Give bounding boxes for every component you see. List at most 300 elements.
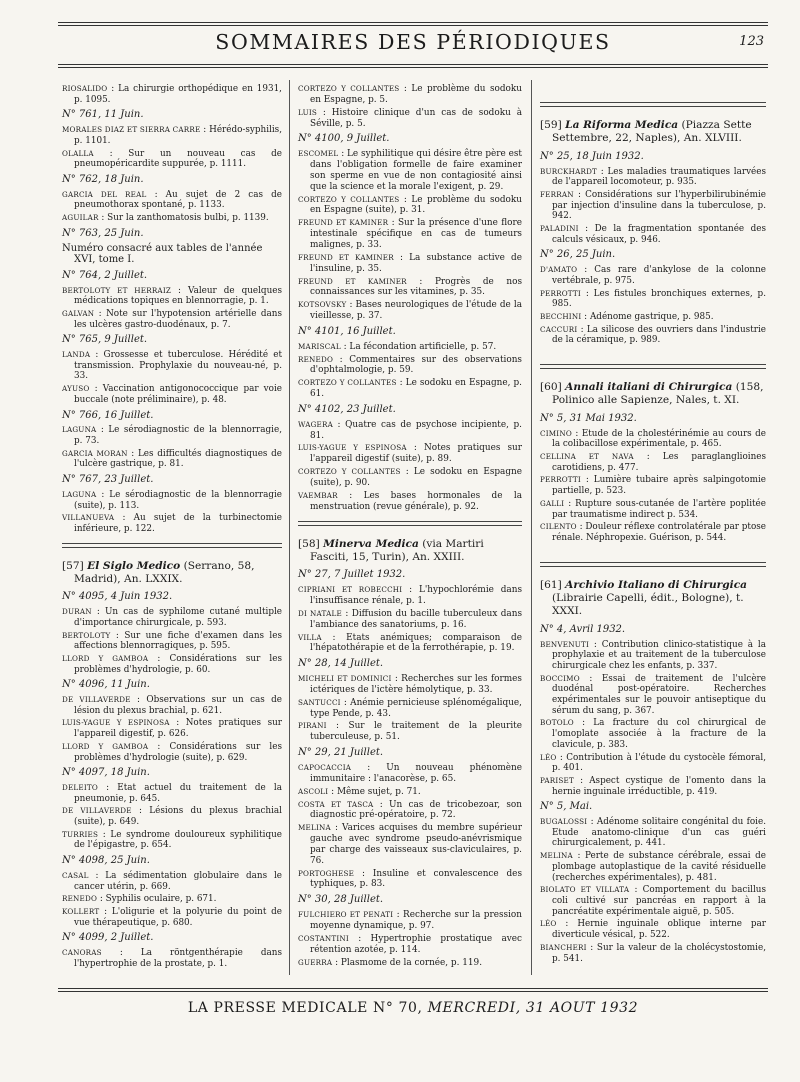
bibliographic-entry bbox=[62, 871, 282, 892]
entry-title: : Rupture sous-cutanée de l'artère poplitée par traumatisme indirect p. 534. bbox=[552, 498, 766, 520]
journal-heading bbox=[62, 560, 282, 587]
bibliographic-entry bbox=[62, 948, 282, 969]
bibliographic-entry bbox=[298, 869, 522, 891]
entry-title: : Note sur l'hypotension artérielle dans les ulcères gastro-duodénaux, p. 7. bbox=[74, 308, 282, 330]
bibliographic-entry bbox=[298, 934, 522, 956]
entry-title: : Observations sur un cas de lésion du plexus brachial, p. 621. bbox=[74, 695, 282, 716]
bibliographic-entry bbox=[540, 817, 766, 849]
entry-title: : Considérations sur les problèmes d'hydrologie (suite), p. 629. bbox=[74, 741, 282, 763]
entry-group bbox=[62, 783, 282, 851]
issue-heading: N° 4101, 16 Juillet. bbox=[298, 325, 396, 337]
bibliographic-entry bbox=[298, 443, 522, 465]
entry-title: : Valeur de quelques médications topiques en blennorragie, p. 1. bbox=[74, 285, 282, 307]
bibliographic-entry bbox=[62, 213, 282, 224]
bibliographic-entry bbox=[298, 491, 522, 513]
entry-author: FERRAN bbox=[540, 189, 574, 199]
entry-title: : Lumière tubaire après salpingotomie partielle, p. 523. bbox=[552, 475, 766, 497]
entry-title: : Notes pratiques sur l'appareil digestif, p. 626. bbox=[74, 718, 282, 740]
entry-title: : Varices acquises du membre supérieur gauche avec syndrome pseudo-anévrismique par charge des vaisseaux sus-claviculaires, p. 76. bbox=[310, 823, 522, 866]
bibliographic-entry bbox=[298, 149, 522, 192]
issue-note: Numéro consacré aux tables de l'année XVI, tome I. bbox=[62, 243, 263, 266]
section-rule bbox=[62, 543, 282, 544]
section-rule bbox=[540, 102, 766, 103]
entry-group bbox=[62, 948, 282, 969]
entry-author: CANORAS bbox=[62, 948, 102, 958]
journal-name: Minerva Medica bbox=[323, 537, 419, 550]
entry-author: COSTA ET TASCA bbox=[298, 799, 374, 809]
entry-title: : Même sujet, p. 71. bbox=[328, 786, 421, 797]
bibliographic-entry bbox=[298, 763, 522, 785]
bibliographic-entry bbox=[298, 253, 522, 275]
entry-group bbox=[62, 871, 282, 929]
entry-group bbox=[540, 817, 766, 964]
section-rule bbox=[540, 566, 766, 567]
bibliographic-entry bbox=[298, 674, 522, 696]
entry-author: CIPRIANI ET ROBECCHI bbox=[298, 585, 403, 595]
bibliographic-entry bbox=[298, 633, 522, 655]
entry-title: : Hernie inguinale oblique interne par diverticule vésical, p. 522. bbox=[552, 919, 766, 941]
bibliographic-entry bbox=[62, 907, 282, 928]
entry-title: : Essai de traitement de l'ulcère duodénal post-opératoire. Recherches expérimentales sur le pouvoir antiseptique du sérum du sang, p. 367. bbox=[552, 673, 766, 716]
bibliographic-entry bbox=[62, 783, 282, 804]
section-rule bbox=[540, 368, 766, 369]
bibliographic-entry bbox=[540, 429, 766, 450]
entry-author: BOCCIMO bbox=[540, 673, 580, 683]
footer-weekday: MERCREDI, bbox=[427, 1000, 521, 1016]
bibliographic-entry bbox=[298, 823, 522, 866]
bibliographic-entry bbox=[540, 190, 766, 222]
bibliographic-entry bbox=[540, 224, 766, 245]
entry-author: LAGUNA bbox=[62, 489, 97, 499]
issue-heading: N° 4100, 9 Juillet. bbox=[298, 133, 390, 145]
entry-group bbox=[298, 149, 522, 322]
issue-heading: N° 762, 18 Juin. bbox=[62, 173, 144, 185]
entry-author: BERTOLOTY bbox=[62, 630, 111, 640]
entry-title: : Contribution clinico-statistique à la prophylaxie et au traitement de la tuberculose chirurgicale chez les enfants, p. 337. bbox=[552, 639, 766, 671]
bibliographic-entry bbox=[62, 309, 282, 330]
entry-title: : Comportement du bacillus coli cultivé sur pancréas en rapport à la pancréatite expérimentale aiguë, p. 505. bbox=[552, 885, 766, 917]
entry-author: PORTOGHESE bbox=[298, 868, 355, 878]
bibliographic-entry bbox=[298, 721, 522, 743]
journal-heading bbox=[540, 119, 766, 146]
issue-heading: N° 765, 9 Juillet. bbox=[62, 334, 148, 346]
journal-number: [60] bbox=[540, 381, 562, 394]
bibliographic-entry bbox=[62, 830, 282, 851]
entry-group bbox=[298, 420, 522, 513]
entry-title: : Un cas de tricobezoar, son diagnostic pré-opératoire, p. 72. bbox=[310, 799, 522, 821]
entry-title: : Commentaires sur des observations d'ophtalmologie, p. 59. bbox=[310, 354, 522, 376]
bibliographic-entry bbox=[298, 787, 522, 798]
entry-author: GALVAN bbox=[62, 308, 95, 318]
entry-author: MICHELI ET DOMINICI bbox=[298, 674, 392, 684]
journal-info: (Serrano, 58, Madrid), An. LXXIX. bbox=[74, 559, 255, 586]
issue-heading: N° 28, 14 Juillet. bbox=[298, 658, 384, 670]
entry-group bbox=[62, 84, 282, 105]
entry-author: RENEDO bbox=[298, 354, 334, 364]
bibliographic-entry bbox=[298, 84, 522, 106]
entry-title: : Au sujet de la turbinectomie inférieure, p. 122. bbox=[74, 513, 282, 534]
entry-title: : Perte de substance cérébrale, essai de plombage autoplastique de la cavité résiduelle (recherches expérimentales), p. 481. bbox=[552, 851, 766, 883]
entry-title: : Syphilis oculaire, p. 671. bbox=[97, 894, 217, 905]
issue-heading: N° 4, Avril 1932. bbox=[540, 623, 626, 635]
entry-author: LLORD Y GAMBOA bbox=[62, 653, 149, 663]
bibliographic-entry bbox=[298, 218, 522, 251]
column-1 bbox=[62, 84, 282, 972]
entry-title: : Un cas de syphilome cutané multiple d'importance chirurgicale, p. 593. bbox=[74, 607, 282, 628]
entry-group bbox=[298, 84, 522, 129]
entry-author: GUERRA bbox=[298, 957, 333, 967]
bibliographic-entry bbox=[540, 452, 766, 473]
entry-author: KOLLERT bbox=[62, 907, 100, 916]
entry-title: : Contribution à l'étude du cystocèle fémoral, p. 401. bbox=[552, 752, 766, 774]
issue-heading: N° 25, 18 Juin 1932. bbox=[540, 150, 644, 162]
entry-title: : La chirurgie orthopédique en 1931, p. 1095. bbox=[74, 84, 282, 105]
footer-date: 31 AOUT 1932 bbox=[525, 1000, 639, 1016]
entry-author: CORTEZO Y COLLANTES bbox=[298, 194, 400, 204]
entry-title: : Considérations sur l'hyperbilirubinémie par injection d'insuline dans la tuberculose, p. 942. bbox=[552, 189, 766, 222]
issue-heading: N° 4097, 18 Juin. bbox=[62, 767, 150, 779]
entry-author: CIMINO bbox=[540, 428, 572, 438]
column-3 bbox=[540, 84, 766, 966]
journal-number: [58] bbox=[298, 537, 320, 550]
bibliographic-entry bbox=[62, 125, 282, 146]
entry-group bbox=[298, 674, 522, 743]
column-2 bbox=[298, 84, 522, 970]
entry-group bbox=[540, 640, 766, 798]
entry-author: GALLI bbox=[540, 498, 565, 508]
entry-title: : Progrès de nos connaissances sur les vitamines, p. 35. bbox=[310, 276, 522, 298]
bibliographic-entry bbox=[540, 167, 766, 188]
entry-author: PIRANI bbox=[298, 721, 327, 731]
footer-rule-2 bbox=[58, 991, 768, 992]
section-rule bbox=[540, 562, 766, 563]
entry-author: LÉO bbox=[540, 919, 557, 929]
entry-author: VAEMBAR bbox=[298, 490, 338, 500]
entry-author: TURRIES bbox=[62, 829, 99, 839]
journal-heading bbox=[298, 538, 522, 565]
entry-title: : Diffusion du bacille tuberculeux dans l'ambiance des sanatoriums, p. 16. bbox=[310, 608, 522, 630]
entry-author: DE VILLAVERDE bbox=[62, 806, 132, 816]
journal-info: (Librairie Capelli, édit., Bologne), t. XXXI. bbox=[552, 592, 744, 618]
footer-issue: N° 70, bbox=[372, 1000, 423, 1016]
bibliographic-entry bbox=[62, 695, 282, 716]
entry-title: : La röntgenthérapie dans l'hypertrophie de la prostate, p. 1. bbox=[74, 948, 282, 969]
bibliographic-entry bbox=[62, 384, 282, 405]
bibliographic-entry bbox=[298, 195, 522, 217]
issue-heading: N° 4098, 25 Juin. bbox=[62, 855, 150, 867]
entry-author: BURCKHARDT bbox=[540, 166, 598, 176]
bibliographic-entry bbox=[540, 851, 766, 883]
entry-author: PERROTTI bbox=[540, 475, 581, 485]
entry-title: : Etat actuel du traitement de la pneumonie, p. 645. bbox=[74, 782, 282, 804]
entry-author: LUIS bbox=[298, 107, 317, 117]
bibliographic-entry bbox=[540, 943, 766, 964]
entry-group bbox=[62, 490, 282, 535]
bibliographic-entry bbox=[540, 718, 766, 750]
bibliographic-entry bbox=[540, 753, 766, 774]
entry-title: : Sur le traitement de la pleurite tuberculeuse, p. 51. bbox=[310, 721, 522, 743]
journal-number: [59] bbox=[540, 119, 562, 131]
entry-title: : Le syndrome douloureux syphilitique de l'épigastre, p. 654. bbox=[74, 829, 282, 851]
entry-author: LAGUNA bbox=[62, 425, 97, 435]
bibliographic-entry bbox=[298, 300, 522, 322]
journal-name: El Siglo Medico bbox=[87, 559, 181, 572]
entry-author: CASAL bbox=[62, 870, 89, 880]
issue-heading: N° 766, 16 Juillet. bbox=[62, 409, 154, 421]
bibliographic-entry bbox=[298, 420, 522, 442]
bibliographic-entry bbox=[62, 350, 282, 382]
bibliographic-entry bbox=[62, 894, 282, 905]
entry-group bbox=[298, 585, 522, 654]
column-divider-1 bbox=[289, 80, 290, 975]
entry-title: : De la fragmentation spontanée des calculs vésicaux, p. 946. bbox=[552, 224, 766, 245]
entry-author: COSTANTINI bbox=[298, 933, 349, 943]
entry-title: : Le syphilitique qui désire être père est dans l'obligation formelle de faire examiner son sperme en vue de non contagiosité ainsi que la science et la morale l'exigent, p. 29. bbox=[310, 149, 522, 192]
entry-group bbox=[62, 125, 282, 170]
entry-title: : Les maladies traumatiques larvées de l'appareil locomoteur, p. 935. bbox=[552, 166, 766, 188]
entry-author: FREUND ET KAMINER bbox=[298, 276, 407, 286]
entry-author: MELINA bbox=[540, 851, 573, 861]
entry-title: : Les difficultés diagnostiques de l'ulcère gastrique, p. 81. bbox=[74, 448, 282, 470]
bibliographic-entry bbox=[62, 149, 282, 170]
bibliographic-entry bbox=[540, 674, 766, 717]
entry-group bbox=[62, 350, 282, 406]
entry-author: AGUILAR bbox=[62, 213, 99, 223]
bibliographic-entry bbox=[540, 312, 766, 323]
entry-title: : Le sérodiagnostic de la blennorragie (suite), p. 113. bbox=[74, 489, 282, 511]
entry-title: : Grossesse et tuberculose. Hérédité et transmission. Prophylaxie du nouveau-né, p. 33. bbox=[74, 350, 282, 382]
entry-title: : Considérations sur les problèmes d'hydrologie, p. 60. bbox=[74, 653, 282, 675]
entry-title: : Un nouveau phénomène immunitaire : l'anacorèse, p. 65. bbox=[310, 763, 522, 784]
journal-number: [57] bbox=[62, 559, 84, 572]
entry-author: CACCURI bbox=[540, 324, 578, 334]
bibliographic-entry bbox=[298, 910, 522, 932]
section-rule bbox=[298, 525, 522, 526]
entry-title: : Sur un nouveau cas de pneumopéricardite suppurée, p. 1111. bbox=[74, 148, 282, 170]
bibliographic-entry bbox=[540, 919, 766, 940]
entry-author: BOTOLO bbox=[540, 718, 574, 728]
entry-title: : Douleur réflexe controlatérale par ptose rénale. Néphropexie. Guérison, p. 544. bbox=[552, 522, 766, 543]
bibliographic-entry bbox=[298, 698, 522, 720]
entry-author: OLALLA bbox=[62, 148, 94, 158]
entry-author: FREUND ET KAMINER bbox=[298, 252, 394, 262]
bibliographic-entry bbox=[298, 958, 522, 969]
entry-title: : Sur la présence d'une flore intestinale spécifique en cas de tumeurs malignes, p. 33. bbox=[310, 218, 522, 250]
entry-author: CAPOCACCIA bbox=[298, 763, 352, 772]
entry-title: : Aspect cystique de l'omento dans la hernie inguinale irréductible, p. 419. bbox=[552, 775, 766, 797]
entry-title: : Hypertrophie prostatique avec rétention azotée, p. 114. bbox=[310, 933, 522, 955]
entry-author: SANTUCCI bbox=[298, 697, 341, 707]
entry-author: CELLINA ET NAVA bbox=[540, 451, 634, 461]
entry-group bbox=[62, 425, 282, 470]
bibliographic-entry bbox=[62, 449, 282, 470]
entry-title: : Cas rare d'ankylose de la colonne vertébrale, p. 975. bbox=[552, 265, 766, 286]
entry-title: : Bases neurologiques de l'étude de la vieillesse, p. 37. bbox=[310, 300, 522, 322]
issue-heading: N° 26, 25 Juin. bbox=[540, 249, 616, 261]
entry-group bbox=[62, 190, 282, 224]
entry-author: BIANCHERI bbox=[540, 942, 587, 952]
entry-group bbox=[298, 763, 522, 890]
entry-title: : Le sérodiagnostic de la blennorragie, p. 73. bbox=[74, 425, 282, 446]
entry-group bbox=[62, 607, 282, 675]
entry-author: MORALES DIAZ ET SIERRA CARRE bbox=[62, 125, 201, 135]
entry-author: ASCOLI bbox=[298, 786, 329, 796]
entry-title: : Sur une fiche d'examen dans les affections blennorragiques, p. 595. bbox=[74, 630, 282, 652]
journal-heading bbox=[540, 579, 766, 619]
entry-title: : Quatre cas de psychose incipiente, p. 81. bbox=[310, 419, 522, 441]
bibliographic-entry bbox=[540, 325, 766, 346]
journal-name: La Riforma Medica bbox=[565, 119, 679, 131]
bibliographic-entry bbox=[298, 277, 522, 299]
entry-title: : Sur la zanthomatosis bulbi, p. 1139. bbox=[98, 213, 269, 224]
entry-group bbox=[62, 286, 282, 331]
issue-heading: N° 4102, 23 Juillet. bbox=[298, 403, 396, 415]
header-rule-bottom-1 bbox=[58, 64, 768, 65]
issue-heading: N° 764, 2 Juillet. bbox=[62, 269, 148, 281]
bibliographic-entry bbox=[62, 806, 282, 827]
page-header bbox=[58, 26, 768, 58]
header-rule-top-1 bbox=[58, 22, 768, 23]
bibliographic-entry bbox=[540, 265, 766, 286]
issue-heading: N° 29, 21 Juillet. bbox=[298, 747, 384, 759]
entry-author: WAGERA bbox=[298, 419, 334, 429]
entry-author: DURAN bbox=[62, 607, 92, 617]
entry-author: VILLANUEVA bbox=[62, 513, 115, 523]
section-rule bbox=[540, 364, 766, 365]
entry-group bbox=[298, 342, 522, 400]
entry-author: MARISCAL bbox=[298, 341, 341, 351]
entry-title: : Insuline et convalescence des typhiques, p. 83. bbox=[310, 868, 522, 890]
bibliographic-entry bbox=[62, 513, 282, 534]
entry-author: FREUND ET KAMINER bbox=[298, 218, 389, 228]
bibliographic-entry bbox=[298, 467, 522, 489]
entry-title: : Les paraglanglioines carotidiens, p. 477. bbox=[552, 451, 766, 473]
entry-title: : Recherche sur la pression moyenne dynamique, p. 97. bbox=[310, 910, 522, 931]
journal-heading bbox=[540, 381, 766, 408]
entry-author: ESCOMEL bbox=[298, 149, 339, 159]
entry-title: : Adénome gastrique, p. 985. bbox=[581, 311, 714, 322]
page-title: SOMMAIRES DES PÉRIODIQUES bbox=[215, 30, 611, 54]
entry-title: : La fracture du col chirurgical de l'omoplate associée à la fracture de la clavicule, p. 383. bbox=[552, 718, 766, 750]
bibliographic-entry bbox=[540, 885, 766, 917]
entry-title: : Le sodoku en Espagne, p. 61. bbox=[310, 378, 522, 400]
issue-heading: N° 4096, 11 Juin. bbox=[62, 679, 150, 691]
bibliographic-entry bbox=[62, 190, 282, 211]
entry-author: DI NATALE bbox=[298, 608, 342, 618]
bibliographic-entry bbox=[298, 800, 522, 822]
entry-title: : Histoire clinique d'un cas de sodoku à Séville, p. 5. bbox=[310, 107, 522, 129]
entry-title: : La silicose des ouvriers dans l'industrie de la céramique, p. 989. bbox=[552, 324, 766, 346]
entry-author: LÉO bbox=[540, 752, 557, 762]
bibliographic-entry bbox=[62, 607, 282, 628]
entry-title: : La sédimentation globulaire dans le cancer utérin, p. 669. bbox=[74, 870, 282, 892]
entry-author: PERROTTI bbox=[540, 288, 581, 298]
footer-journal: LA PRESSE MEDICALE bbox=[187, 1000, 368, 1016]
column-divider-2 bbox=[531, 80, 532, 975]
issue-heading: N° 767, 23 Juillet. bbox=[62, 474, 154, 486]
entry-title: : Au sujet de 2 cas de pneumothorax spontané, p. 1133. bbox=[74, 189, 282, 211]
entry-title: : L'hypochlorémie dans l'insuffisance rénale, p. 1. bbox=[310, 585, 522, 607]
entry-group bbox=[298, 910, 522, 968]
entry-author: GARCIA DEL REAL bbox=[62, 189, 147, 199]
entry-author: AYUSO bbox=[62, 384, 90, 394]
entry-title: : Plasmome de la cornée, p. 119. bbox=[332, 957, 483, 968]
entry-author: MELINA bbox=[298, 823, 331, 833]
bibliographic-entry bbox=[62, 490, 282, 511]
entry-title: : Le problème du sodoku en Espagne, p. 5. bbox=[310, 84, 522, 105]
entry-author: CORTEZO Y COLLANTES bbox=[298, 84, 400, 93]
entry-title: : Etats anémiques; comparaison de l'hépatothérapie et de la ferrothérapie, p. 19. bbox=[310, 632, 522, 654]
entry-author: VILLA bbox=[298, 632, 322, 642]
issue-heading: N° 5, 31 Mai 1932. bbox=[540, 412, 637, 424]
entry-group bbox=[62, 695, 282, 763]
entry-author: PARISET bbox=[540, 775, 574, 785]
issue-heading: N° 4095, 4 Juin 1932. bbox=[62, 591, 173, 603]
journal-info: (via Martiri Fasciti, 15, Turin), An. XXIII. bbox=[310, 537, 484, 563]
entry-author: BECCHINI bbox=[540, 311, 582, 321]
entry-title: : Adénome solitaire congénital du foie. Etude anatomo-clinique d'un cas guéri chirurgicalement, p. 441. bbox=[552, 817, 766, 849]
bibliographic-entry bbox=[298, 108, 522, 130]
entry-title: : Anémie pernicieuse splénomégalique, type Pende, p. 43. bbox=[310, 697, 522, 719]
bibliographic-entry bbox=[540, 776, 766, 797]
entry-author: CILENTO bbox=[540, 522, 577, 532]
page-footer bbox=[58, 1000, 768, 1016]
entry-title: : Vaccination antigonococcique par voie buccale (note préliminaire), p. 48. bbox=[74, 384, 282, 405]
entry-group bbox=[540, 429, 766, 544]
entry-author: RENEDO bbox=[62, 894, 98, 904]
section-rule bbox=[298, 521, 522, 522]
footer-rule-1 bbox=[58, 988, 768, 989]
issue-heading: N° 5, Mai. bbox=[540, 801, 593, 813]
entry-author: BENVENUTI bbox=[540, 639, 590, 649]
entry-title: : Le problème du sodoku en Espagne (suite), p. 31. bbox=[310, 194, 522, 216]
entry-title: : La substance active de l'insuline, p. 35. bbox=[310, 252, 522, 274]
journal-name: Archivio Italiano di Chirurgica bbox=[565, 578, 748, 591]
entry-title: : Le sodoku en Espagne (suite), p. 90. bbox=[310, 467, 522, 488]
section-rule bbox=[62, 547, 282, 548]
bibliographic-entry bbox=[540, 499, 766, 520]
entry-author: KOTSOVSKY bbox=[298, 300, 347, 310]
bibliographic-entry bbox=[298, 355, 522, 377]
page-number: 123 bbox=[739, 34, 764, 49]
entry-author: LUIS-YAGUE Y ESPINOSA bbox=[62, 718, 170, 728]
bibliographic-entry bbox=[540, 522, 766, 543]
bibliographic-entry bbox=[62, 718, 282, 739]
entry-author: DE VILLAVERDE bbox=[62, 695, 131, 705]
entry-author: BERTOLOTY ET HERRAIZ bbox=[62, 285, 172, 295]
entry-title: : L'oligurie et la polyurie du point de vue thérapeutique, p. 680. bbox=[74, 907, 282, 928]
entry-author: CORTEZO Y COLLANTES bbox=[298, 467, 401, 477]
entry-author: LLORD Y GAMBOA bbox=[62, 741, 149, 751]
entry-author: GARCIA MORAN bbox=[62, 448, 128, 458]
issue-heading: N° 30, 28 Juillet. bbox=[298, 894, 384, 906]
entry-author: LUIS-YAGUE Y ESPINOSA bbox=[298, 443, 407, 453]
entry-title: : La fécondation artificielle, p. 57. bbox=[340, 341, 497, 352]
journal-info: (158, Polinico alle Sapienze, Nales, t. XI. bbox=[552, 381, 764, 407]
entry-author: DELEITO bbox=[62, 782, 98, 792]
bibliographic-entry bbox=[540, 640, 766, 672]
entry-title: : Notes pratiques sur l'appareil digestif (suite), p. 89. bbox=[310, 443, 523, 465]
issue-heading: N° 4099, 2 Juillet. bbox=[62, 932, 154, 944]
bibliographic-entry bbox=[62, 742, 282, 763]
entry-title: : Les bases hormonales de la menstruation (revue générale), p. 92. bbox=[310, 490, 522, 512]
journal-info: (Piazza Sette Settembre, 22, Naples), An. XLVIII. bbox=[552, 119, 752, 145]
bibliographic-entry bbox=[298, 609, 522, 631]
entry-author: FULCHIERO ET PENATI bbox=[298, 910, 394, 920]
entry-group bbox=[540, 167, 766, 246]
bibliographic-entry bbox=[298, 378, 522, 400]
bibliographic-entry bbox=[540, 289, 766, 310]
